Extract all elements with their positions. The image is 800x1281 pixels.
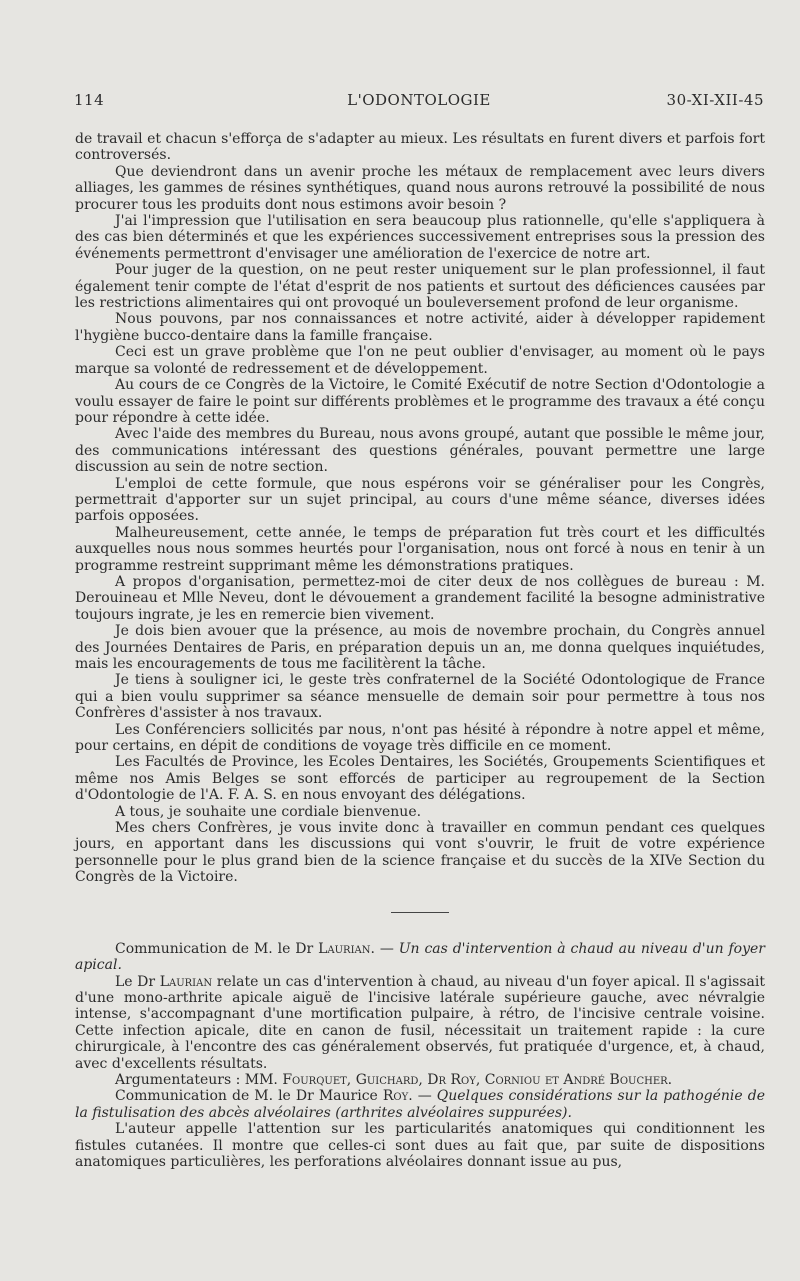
paragraph: de travail et chacun s'efforça de s'adapter au mieux. Les résultats en furent divers et parfois fort controversés.	[75, 131, 765, 164]
comm-title: Quelques considérations sur la pathogénie de la fistulisation des abcès alvéolaires (arthrites alvéolaires suppurées).	[75, 1088, 765, 1121]
paragraph: Je dois bien avouer que la présence, au mois de novembre prochain, du Congrès annuel des Journées Dentaires de Paris, en préparation depuis un an, me donna quelques inquiétudes, mais les encouragements de tous me facilitèrent la tâche.	[75, 623, 765, 672]
paragraph: Au cours de ce Congrès de la Victoire, le Comité Exécutif de notre Section d'Odontologie a voulu essayer de faire le point sur différents problèmes et le programme des travaux a été conçu pour répondre à cette idée.	[75, 377, 765, 426]
discussants-label: Argumentateurs : MM.	[115, 1071, 283, 1088]
communication-heading	[75, 1088, 765, 1121]
body-lead: Le Dr	[115, 973, 160, 990]
page-number: 114	[74, 91, 105, 109]
paragraph: L'emploi de cette formule, que nous espérons voir se généraliser pour les Congrès, permettrait d'apporter sur un sujet principal, au cours d'une même séance, diverses idées parfois opposées.	[75, 475, 765, 525]
paragraph: Avec l'aide des membres du Bureau, nous avons groupé, autant que possible le même jour, des communications intéressant des questions générales, pouvant permettre une large discussion au sein de notre section.	[75, 426, 765, 476]
running-header	[74, 91, 764, 113]
paragraph: Nous pouvons, par nos connaissances et notre activité, aider à développer rapidement l'hygiène bucco-dentaire dans la famille française.	[75, 311, 765, 344]
comm-lead: Communication de M. le Dr	[115, 940, 319, 957]
comm-author: Roy	[382, 1088, 409, 1105]
comm-separator: . —	[370, 940, 399, 957]
communication-body: L'auteur appelle l'attention sur les particularités anatomiques qui conditionnent les fistules cutanées. Il montre que celles-ci sont dues au fait que, par suite de dispositions anatomiques particulières, les perforations alvéolaires donnant issue au pus,	[75, 1121, 765, 1170]
communication-heading	[75, 941, 765, 974]
section-divider	[391, 912, 449, 913]
paragraph: A propos d'organisation, permettez-moi de citer deux de nos collègues de bureau : M. Derouineau et Mlle Neveu, dont le dévouement a grandement facilité la besogne administrative toujours ingrate, je les en remercie bien vivement.	[75, 573, 765, 623]
paragraph: Que deviendront dans un avenir proche les métaux de remplacement avec leurs divers alliages, les gammes de résines synthétiques, quand nous aurons retrouvé la possibilité de nous procurer tous les produits dont nous estimons avoir besoin ?	[75, 163, 765, 213]
paragraph: Les Facultés de Province, les Ecoles Dentaires, les Sociétés, Groupements Scientifiques et même nos Amis Belges se sont efforcés de participer au regroupement de la Section d'Odontologie de l'A. F. A. S. en nous envoyant des délégations.	[75, 754, 765, 804]
body-text: relate un cas d'intervention à chaud, au niveau d'un foyer apical. Il s'agissait d'une mono-arthrite apicale aiguë de l'incisive latérale supérieure gauche, avec névralgie intense, s'accompagnant d'une mortification pulpaire, à rétro, de l'incisive centrale voisine. Cette infection apicale, dite en canon de fusil, nécessitait un traitement rapide : la cure chirurgicale, à l'encontre des cas généralement observés, fut pratiquée d'urgence, et, à chaud, avec d'excellents résultats.	[75, 973, 765, 1072]
comm-author: Laurian	[318, 940, 371, 957]
paragraph: Mes chers Confrères, je vous invite donc à travailler en commun pendant ces quelques jours, en apportant dans les discussions qui vont s'ouvrir, le fruit de votre expérience personnelle pour le plus grand bien de la science française et du succès de la XIVe Section du Congrès de la Victoire.	[75, 820, 765, 886]
body-author: Laurian	[159, 973, 213, 990]
discussants-names: Fourquet, Guichard, Dr Roy, Corniou et André Boucher.	[282, 1071, 673, 1088]
communication-body	[75, 974, 765, 1072]
paragraph: Les Conférenciers sollicités par nous, n'ont pas hésité à répondre à notre appel et même, pour certains, en dépit de conditions de voyage très difficile en ce moment.	[75, 721, 765, 755]
paragraph: Ceci est un grave problème que l'on ne peut oublier d'envisager, au moment où le pays marque sa volonté de redressement et de développement.	[75, 344, 765, 377]
discussants	[75, 1072, 765, 1088]
comm-lead: Communication de M. le Dr Maurice	[115, 1088, 383, 1105]
comm-title: Un cas d'intervention à chaud au niveau d'un foyer apical.	[75, 940, 766, 974]
paragraph: Pour juger de la question, on ne peut rester uniquement sur le plan professionnel, il faut également tenir compte de l'état d'esprit de nos patients et surtout des déficiences causées par les restrictions alimentaires qui ont provoqué un bouleversement profond de leur organisme.	[75, 262, 765, 312]
issue-date: 30-XI-XII-45	[666, 91, 764, 109]
article-body	[75, 131, 765, 1170]
journal-title: L'ODONTOLOGIE	[347, 91, 491, 109]
paragraph: Malheureusement, cette année, le temps de préparation fut très court et les difficultés auxquelles nous nous sommes heurtés pour l'organisation, nous ont forcé à nous en tenir à un programme restreint supprimant même les démonstrations pratiques.	[75, 524, 765, 574]
paragraph: Je tiens à souligner ici, le geste très confraternel de la Société Odontologique de France qui a bien voulu supprimer sa séance mensuelle de demain soir pour permettre à tous nos Confrères d'assister à nos travaux.	[75, 672, 765, 722]
comm-separator: . —	[408, 1088, 437, 1105]
paragraph: J'ai l'impression que l'utilisation en sera beaucoup plus rationnelle, qu'elle s'appliquera à des cas bien déterminés et que les expériences successivement entreprises sous la pression des événements permettront d'envisager une amélioration de l'exercice de notre art.	[75, 213, 765, 262]
paragraph: A tous, je souhaite une cordiale bienvenue.	[115, 803, 422, 820]
